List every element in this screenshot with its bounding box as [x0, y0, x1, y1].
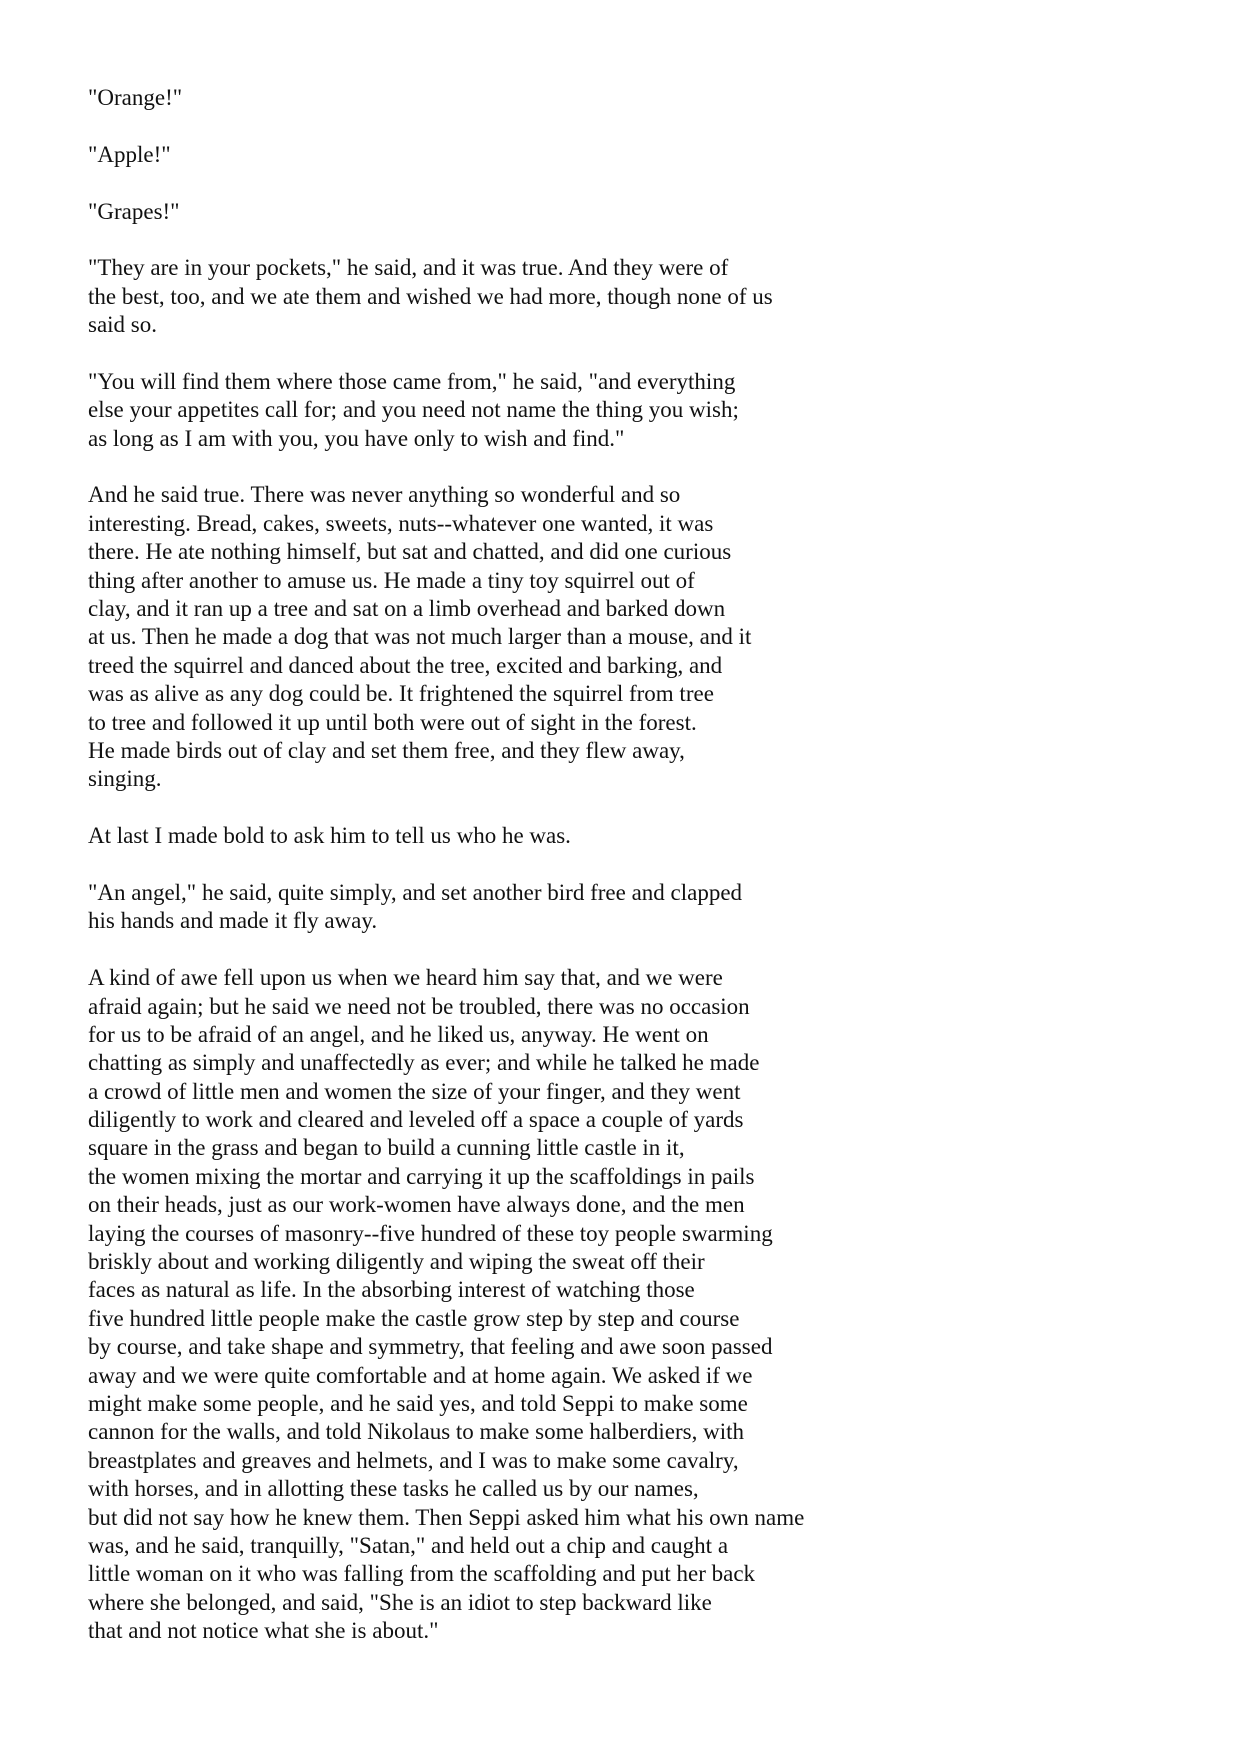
paragraph-orange: [88, 84, 1088, 112]
paragraph-an-angel: [88, 879, 1088, 936]
text-line: "They are in your pockets," he said, and it was true. And they were of: [88, 255, 729, 281]
text-line: a crowd of little men and women the size of your finger, and they went: [88, 1078, 741, 1104]
text-line: was, and he said, tranquilly, "Satan," and held out a chip and caught a: [88, 1532, 729, 1558]
text-line: for us to be afraid of an angel, and he liked us, anyway. He went on: [88, 1021, 709, 1047]
text-line: He made birds out of clay and set them free, and they flew away,: [88, 737, 685, 763]
text-line: away and we were quite comfortable and at home again. We asked if we: [88, 1362, 753, 1388]
text-line: "Apple!": [88, 141, 171, 167]
text-line: "You will find them where those came from," he said, "and everything: [88, 368, 736, 394]
text-line: And he said true. There was never anything so wonderful and so: [88, 482, 681, 508]
text-line: faces as natural as life. In the absorbing interest of watching those: [88, 1277, 695, 1303]
text-line: breastplates and greaves and helmets, and I was to make some cavalry,: [88, 1447, 739, 1473]
text-line: on their heads, just as our work-women have always done, and the men: [88, 1192, 745, 1218]
document-page: [88, 84, 1088, 1674]
paragraph-wonderful: [88, 481, 1088, 793]
text-line: five hundred little people make the castle grow step by step and course: [88, 1305, 740, 1331]
text-line: "Orange!": [88, 85, 183, 110]
text-line: "Grapes!": [88, 198, 180, 224]
text-line: with horses, and in allotting these tasks he called us by our names,: [88, 1476, 699, 1502]
text-line: as long as I am with you, you have only to wish and find.": [88, 425, 625, 451]
text-line: the best, too, and we ate them and wished we had more, though none of us: [88, 283, 773, 309]
text-line: singing.: [88, 766, 162, 792]
paragraph-castle: [88, 964, 1088, 1645]
text-line: diligently to work and cleared and leveled off a space a couple of yards: [88, 1107, 744, 1133]
text-line: thing after another to amuse us. He made a tiny toy squirrel out of: [88, 567, 695, 593]
paragraph-pockets: [88, 254, 1088, 339]
text-line: A kind of awe fell upon us when we heard him say that, and we were: [88, 965, 723, 991]
text-line: but did not say how he knew them. Then Seppi asked him what his own name: [88, 1504, 805, 1530]
text-line: the women mixing the mortar and carrying it up the scaffoldings in pails: [88, 1163, 755, 1189]
text-line: at us. Then he made a dog that was not much larger than a mouse, and it: [88, 624, 752, 650]
text-line: "An angel," he said, quite simply, and set another bird free and clapped: [88, 879, 743, 905]
text-line: afraid again; but he said we need not be troubled, there was no occasion: [88, 993, 750, 1019]
text-line: At last I made bold to ask him to tell us who he was.: [88, 823, 571, 849]
paragraph-find-them: [88, 368, 1088, 453]
paragraph-who-he-was: [88, 822, 1088, 850]
text-line: cannon for the walls, and told Nikolaus to make some halberdiers, with: [88, 1419, 744, 1445]
text-line: might make some people, and he said yes, and told Seppi to make some: [88, 1390, 748, 1416]
text-line: interesting. Bread, cakes, sweets, nuts--whatever one wanted, it was: [88, 510, 714, 536]
text-line: that and not notice what she is about.": [88, 1618, 439, 1644]
text-line: his hands and made it fly away.: [88, 908, 378, 934]
text-line: said so.: [88, 312, 157, 338]
text-line: treed the squirrel and danced about the tree, excited and barking, and: [88, 652, 723, 678]
text-line: square in the grass and began to build a cunning little castle in it,: [88, 1135, 685, 1161]
text-line: clay, and it ran up a tree and sat on a limb overhead and barked down: [88, 596, 726, 622]
text-line: briskly about and working diligently and wiping the sweat off their: [88, 1249, 705, 1275]
text-line: where she belonged, and said, "She is an idiot to step backward like: [88, 1589, 712, 1615]
text-line: was as alive as any dog could be. It frightened the squirrel from tree: [88, 681, 714, 707]
text-line: laying the courses of masonry--five hundred of these toy people swarming: [88, 1220, 773, 1246]
text-line: to tree and followed it up until both were out of sight in the forest.: [88, 709, 697, 735]
text-line: by course, and take shape and symmetry, that feeling and awe soon passed: [88, 1334, 773, 1360]
text-line: little woman on it who was falling from the scaffolding and put her back: [88, 1561, 756, 1587]
text-line: there. He ate nothing himself, but sat and chatted, and did one curious: [88, 539, 732, 565]
text-line: chatting as simply and unaffectedly as ever; and while he talked he made: [88, 1050, 760, 1076]
text-line: else your appetites call for; and you need not name the thing you wish;: [88, 397, 739, 423]
paragraph-apple: [88, 141, 1088, 169]
paragraph-grapes: [88, 198, 1088, 226]
